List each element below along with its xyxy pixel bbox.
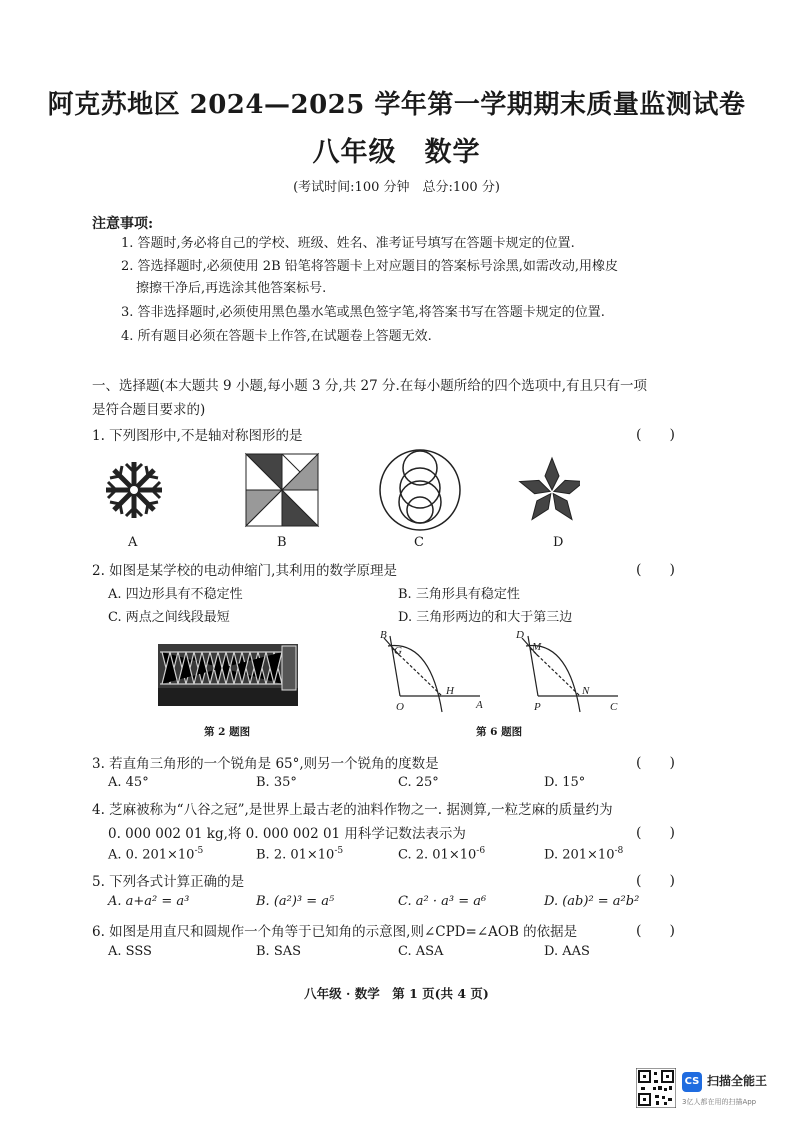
scanner-tagline: 3亿人都在用的扫描App bbox=[682, 1098, 757, 1106]
notice-item: 3. 答非选择题时,必须使用黑色墨水笔或黑色签字笔,将答案书写在答题卡规定的位置. bbox=[121, 305, 605, 320]
option-d: D. (ab)² = a²b² bbox=[544, 894, 640, 909]
section-heading bbox=[92, 374, 704, 422]
figure-label: B bbox=[277, 535, 287, 550]
section-heading-line: 是符合题目要求的) bbox=[92, 402, 206, 418]
qr-code-icon bbox=[636, 1068, 676, 1108]
camscanner-logo-icon: CS bbox=[682, 1072, 702, 1092]
figure-b bbox=[246, 454, 318, 526]
answer-blank: ( ) bbox=[636, 825, 675, 841]
question-3-stem: 3. 若直角三角形的一个锐角是 65°,则另一个锐角的度数是 bbox=[92, 756, 439, 772]
figure-c bbox=[380, 450, 460, 530]
exam-title: 阿克苏地区 2024—2025 学年第一学期期末质量监测试卷 bbox=[47, 90, 746, 120]
point-label: P bbox=[534, 701, 541, 713]
point-label: C bbox=[610, 701, 618, 713]
notice-item: 4. 所有题目必须在答题卡上作答,在试题卷上答题无效. bbox=[121, 329, 432, 344]
option-c: C. 25° bbox=[398, 775, 439, 790]
subject-label: 数学 bbox=[424, 137, 481, 168]
retractable-gate-photo bbox=[158, 644, 298, 706]
option-c: C. 两点之间线段最短 bbox=[108, 610, 230, 625]
option-text: C. 2. 01×10 bbox=[398, 847, 477, 863]
notice-item: 擦擦干净后,再选涂其他答案标号. bbox=[136, 281, 327, 296]
question-1-stem: 1. 下列图形中,不是轴对称图形的是 bbox=[92, 428, 303, 444]
answer-blank: ( ) bbox=[636, 755, 675, 771]
option-b: B. 35° bbox=[256, 775, 297, 790]
figure-label: D bbox=[553, 535, 564, 550]
question-6-stem: 6. 如图是用直尺和圆规作一个角等于已知角的示意图,则∠CPD=∠AOB 的依据是 bbox=[92, 924, 578, 940]
point-label: H bbox=[446, 685, 454, 697]
exam-subtitle bbox=[0, 130, 793, 169]
answer-blank: ( ) bbox=[636, 873, 675, 889]
notice-heading: 注意事项: bbox=[92, 216, 154, 232]
option-d bbox=[544, 846, 623, 862]
option-a bbox=[108, 846, 203, 862]
figure-label: C bbox=[414, 535, 424, 550]
notice-item: 1. 答题时,务必将自己的学校、班级、姓名、准考证号填写在答题卡规定的位置. bbox=[121, 236, 575, 251]
angle-construction-figure bbox=[370, 622, 650, 718]
option-exponent: -6 bbox=[476, 846, 486, 856]
figure-caption: 第 6 题图 bbox=[476, 726, 523, 738]
option-d: D. 15° bbox=[544, 775, 586, 790]
point-label: G bbox=[394, 645, 402, 657]
grade-label: 八年级 bbox=[312, 137, 397, 168]
option-exponent: -5 bbox=[194, 846, 204, 856]
option-c: C. a² · a³ = a⁶ bbox=[398, 894, 487, 909]
notice-item: 2. 答选择题时,必须使用 2B 铅笔将答题卡上对应题目的答案标号涂黑,如需改动,用橡皮 bbox=[121, 259, 619, 274]
answer-blank: ( ) bbox=[636, 923, 675, 939]
option-b: B. (a²)³ = a⁵ bbox=[256, 894, 335, 909]
option-b: B. SAS bbox=[256, 944, 302, 959]
question-5-stem: 5. 下列各式计算正确的是 bbox=[92, 874, 245, 890]
option-c: C. ASA bbox=[398, 944, 444, 959]
exam-info: (考试时间:100 分钟 总分:100 分) bbox=[293, 180, 500, 195]
figure-label: A bbox=[128, 535, 138, 550]
point-label: O bbox=[396, 701, 404, 713]
point-label: A bbox=[476, 699, 483, 711]
question-4-stem: 4. 芝麻被称为“八谷之冠”,是世界上最古老的油料作物之一. 据测算,一粒芝麻的质量约为 bbox=[92, 802, 613, 818]
option-a: A. 45° bbox=[108, 775, 149, 790]
option-text: B. 2. 01×10 bbox=[256, 847, 335, 863]
option-text: D. 201×10 bbox=[544, 847, 615, 863]
option-a: A. SSS bbox=[108, 944, 152, 959]
figure-a bbox=[106, 462, 162, 518]
figure-caption: 第 2 题图 bbox=[204, 726, 251, 738]
question-2-stem: 2. 如图是某学校的电动伸缩门,其利用的数学原理是 bbox=[92, 563, 397, 579]
answer-blank: ( ) bbox=[636, 427, 675, 443]
option-text: A. 0. 201×10 bbox=[108, 847, 195, 863]
section-heading-line: 一、选择题(本大题共 9 小题,每小题 3 分,共 27 分.在每小题所给的四个选项中,有且只有一项 bbox=[92, 378, 648, 394]
point-label: B bbox=[380, 629, 387, 641]
option-d: D. AAS bbox=[544, 944, 590, 959]
question-1-figures bbox=[100, 448, 580, 538]
point-label: M bbox=[532, 641, 542, 653]
question-4-stem: 0. 000 002 01 kg,将 0. 000 002 01 用科学记数法表示为 bbox=[108, 826, 466, 842]
option-a: A. 四边形具有不稳定性 bbox=[108, 587, 243, 602]
option-exponent: -5 bbox=[334, 846, 344, 856]
option-a: A. a+a² = a³ bbox=[108, 894, 190, 909]
answer-blank: ( ) bbox=[636, 562, 675, 578]
option-b bbox=[256, 846, 343, 862]
page-footer: 八年级 · 数学 第 1 页(共 4 页) bbox=[304, 986, 489, 1001]
option-d: D. 三角形两边的和大于第三边 bbox=[398, 610, 573, 625]
point-label: N bbox=[582, 685, 590, 697]
figure-d bbox=[518, 458, 580, 524]
option-exponent: -8 bbox=[614, 846, 624, 856]
option-b: B. 三角形具有稳定性 bbox=[398, 587, 520, 602]
point-label: D bbox=[516, 629, 524, 641]
scanner-app-name: 扫描全能王 bbox=[707, 1074, 768, 1088]
option-c bbox=[398, 846, 485, 862]
